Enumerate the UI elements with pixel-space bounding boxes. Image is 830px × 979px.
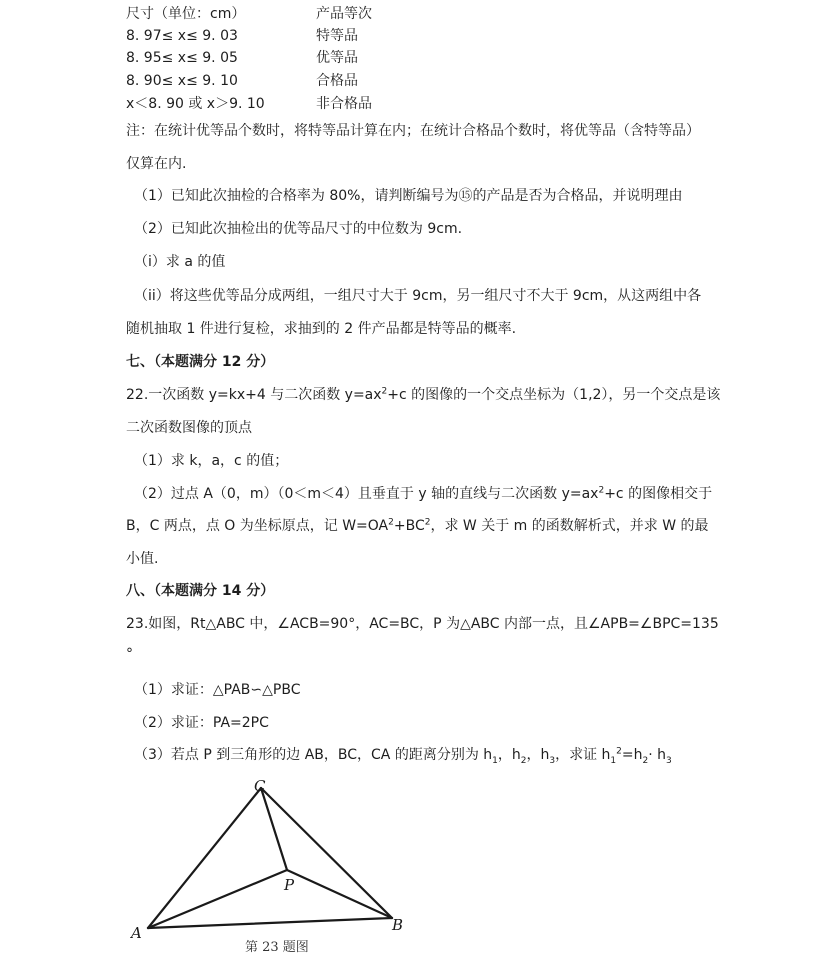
q23-part3: （3）若点 P 到三角形的边 AB，BC，CA 的距离分别为 $h_1$，$h_2$，$h_3$，求证 $h_1^2=h_2\cdot h_3$ xyxy=(134,746,672,766)
table-cell-range: 8. 95≤ x≤ 9. 05 xyxy=(126,50,238,66)
table-cell-range: x＜8. 90 或 x＞9. 10 xyxy=(126,96,265,112)
q21-part2-ii-line1: （ii）将这些优等品分成两组，一组尺寸大于 9cm，另一组尺寸不大于 9cm，从这两组中各 xyxy=(134,288,702,304)
q21-part1: （1）已知此次抽检的合格率为 80%，请判断编号为⑮的产品是否为合格品，并说明理由 xyxy=(134,188,683,204)
table-row xyxy=(126,48,358,68)
label-b: B xyxy=(392,916,404,934)
section-7-title: 七、（本题满分 12 分） xyxy=(126,354,275,370)
label-c: C xyxy=(254,778,266,795)
figure-caption: 第 23 题图 xyxy=(245,940,309,955)
q21-part2-i: （i）求 a 的值 xyxy=(134,254,226,270)
q23-part2: （2）求证：PA=2PC xyxy=(134,715,269,731)
q23-stem-line1: 23.如图，Rt△ABC 中，∠ACB=90°，AC=BC，P 为△ABC 内部一点，且∠APB=∠BPC=135 xyxy=(126,616,719,632)
table-row xyxy=(126,71,358,91)
q21-part2: （2）已知此次抽检出的优等品尺寸的中位数为 9cm. xyxy=(134,221,463,237)
table-header-grade: 产品等次 xyxy=(316,6,372,22)
q23-stem-line2: ° xyxy=(126,646,133,662)
note-line-1: 注：在统计优等品个数时，将特等品计算在内；在统计合格品个数时，将优等品（含特等品） xyxy=(126,123,700,139)
note-line-2: 仅算在内. xyxy=(126,156,187,172)
segment-pa xyxy=(148,870,287,928)
label-a: A xyxy=(131,924,142,938)
table-cell-grade: 优等品 xyxy=(316,50,358,66)
q22-part2-line1: （2）过点 A（0，m）（0＜m＜4）且垂直于 y 轴的直线与二次函数 $y=ax^2+c$ 的图像相交于 xyxy=(134,485,713,502)
table-header-size: 尺寸（单位：cm） xyxy=(126,6,246,22)
q22-part2-line2: B，C 两点，点 O 为坐标原点，记 $W=OA^2+BC^2$，求 W 关于 m 的函数解析式，并求 W 的最 xyxy=(126,517,709,534)
label-p: P xyxy=(284,876,295,894)
table-row xyxy=(126,94,372,114)
section-8-title: 八、（本题满分 14 分） xyxy=(126,583,275,599)
table-row xyxy=(126,26,358,46)
q23-part1: （1）求证：△PAB∽△PBC xyxy=(134,682,301,698)
table-cell-grade: 合格品 xyxy=(316,73,358,89)
table-cell-range: 8. 90≤ x≤ 9. 10 xyxy=(126,73,238,89)
segment-pb xyxy=(287,870,392,918)
q22-stem-line2: 二次函数图像的顶点 xyxy=(126,420,252,436)
table-header-row xyxy=(126,4,372,24)
q22-part2-line3: 小值. xyxy=(126,551,159,567)
table-cell-range: 8. 97≤ x≤ 9. 03 xyxy=(126,28,238,44)
edge-ab xyxy=(148,918,392,928)
q22-part1: （1）求 k，a，c 的值； xyxy=(134,453,289,469)
table-cell-grade: 非合格品 xyxy=(316,96,372,112)
q21-part2-ii-line2: 随机抽取 1 件进行复检，求抽到的 2 件产品都是特等品的概率. xyxy=(126,321,517,337)
triangle-figure xyxy=(130,778,420,938)
edge-ac xyxy=(148,788,261,928)
q22-stem-line1: 22.一次函数 y=kx+4 与二次函数 $y=ax^2+c$ 的图像的一个交点坐标为（1,2），另一个交点是该 xyxy=(126,386,721,403)
table-cell-grade: 特等品 xyxy=(316,28,358,44)
